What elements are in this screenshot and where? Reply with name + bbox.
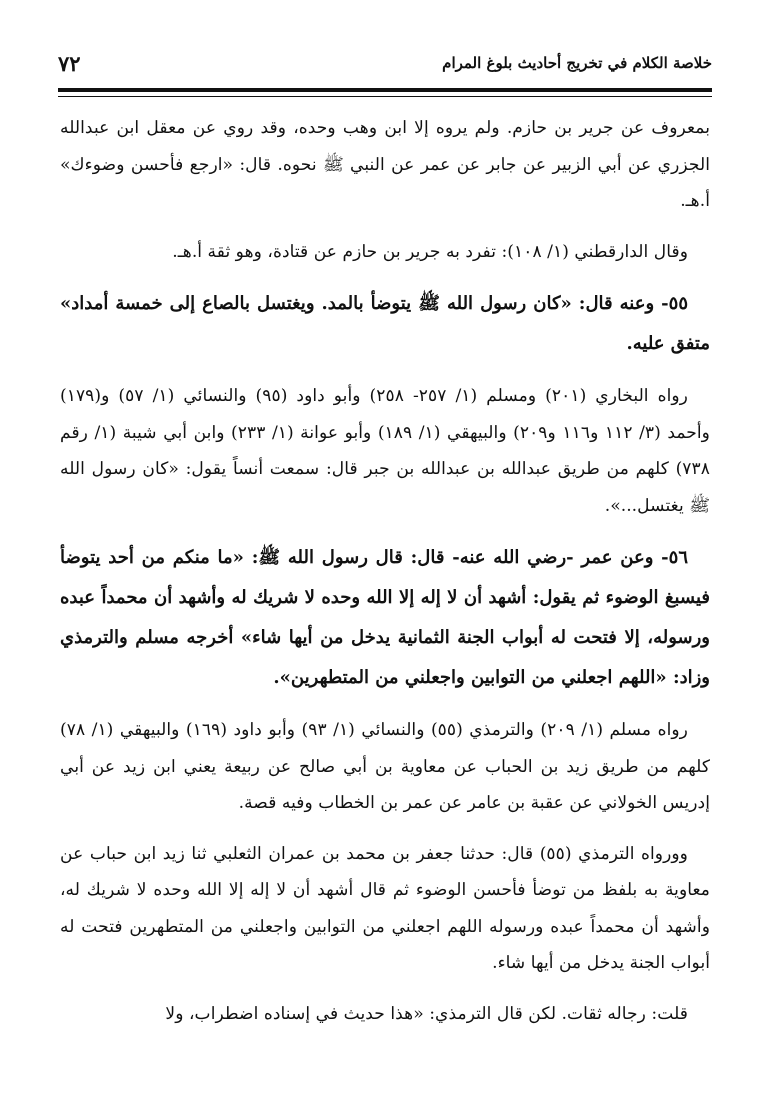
paragraph-takhrij-55: رواه البخاري (٢٠١) ومسلم (١/ ٢٥٧- ٢٥٨) وأبو داود (٩٥) والنسائي (١/ ٥٧) و(١٧٩) وأحمد (٣/ ١١٢ و١١٦ و٢٠٩) والبيهقي (١/ ١٨٩) وأبو عوانة (١/ ٢٣٣) وابن أبي شيبة (١/ رقم ٧٣٨) كلهم من طريق عبدالله بن عبدالله بن جبر قال: سمعت أنساً يقول: «كان رسول الله ﷺ يغتسل...». <box>60 386 710 516</box>
page-number: ٧٢ <box>58 50 81 76</box>
hadith-56: ٥٦- وعن عمر -رضي الله عنه- قال: قال رسول الله ﷺ: «ما منكم من أحد يتوضأ فيسبغ الوضوء ثم يقول: أشهد أن لا إله إلا الله وحده لا شريك له وأشهد أن محمداً عبده ورسوله، إلا فتحت له أبواب الجنة الثمانية يدخل من أيها شاء» أخرجه مسلم والترمذي وزاد: «اللهم اجعلني من التوابين واجعلني من المتطهرين». <box>60 547 710 688</box>
paragraph-1: بمعروف عن جرير بن حازم. ولم يروه إلا ابن وهب وحده، وقد روي عن معقل ابن عبدالله الجزري عن أبي الزبير عن جابر عن عمر عن النبي ﷺ نحوه. قال: «ارجع فأحسن وضوءك» أ.هـ. <box>60 118 710 211</box>
page-body <box>60 110 710 1046</box>
header-rule-thin <box>58 96 712 97</box>
page-header <box>58 48 712 78</box>
running-title: خلاصة الكلام في تخريج أحاديث بلوغ المرام <box>442 54 712 72</box>
paragraph-tirmidhi: وورواه الترمذي (٥٥) قال: حدثنا جعفر بن محمد بن عمران الثعلبي ثنا زيد ابن حباب عن معاوية به بلفظ من توضأ فأحسن الوضوء ثم قال أشهد أن لا إله إلا الله وحده لا شريك له، وأشهد أن محمداً عبده ورسوله اللهم اجعلني من التوابين واجعلني من المتطهرين فتحت له أبواب الجنة يدخل من أيها شاء. <box>60 843 710 973</box>
hadith-55: ٥٥- وعنه قال: «كان رسول الله ﷺ يتوضأ بالمد. ويغتسل بالصاع إلى خمسة أمداد» متفق عليه. <box>60 293 710 354</box>
paragraph-comment: قلت: رجاله ثقات. لكن قال الترمذي: «هذا حديث في إسناده اضطراب، ولا <box>165 1003 688 1024</box>
paragraph-takhrij-56: رواه مسلم (١/ ٢٠٩) والترمذي (٥٥) والنسائي (١/ ٩٣) وأبو داود (١٦٩) والبيهقي (١/ ٧٨) كلهم من طريق زيد بن الحباب عن معاوية بن أبي صالح عن ربيعة يعني ابن زيد عن أبي إدريس الخولاني عن عقبة بن عامر عن عمر بن الخطاب وفيه قصة. <box>60 720 710 813</box>
paragraph-2: وقال الدارقطني (١/ ١٠٨): تفرد به جرير بن حازم عن قتادة، وهو ثقة أ.هـ. <box>172 241 688 262</box>
header-rule-thick <box>58 88 712 92</box>
